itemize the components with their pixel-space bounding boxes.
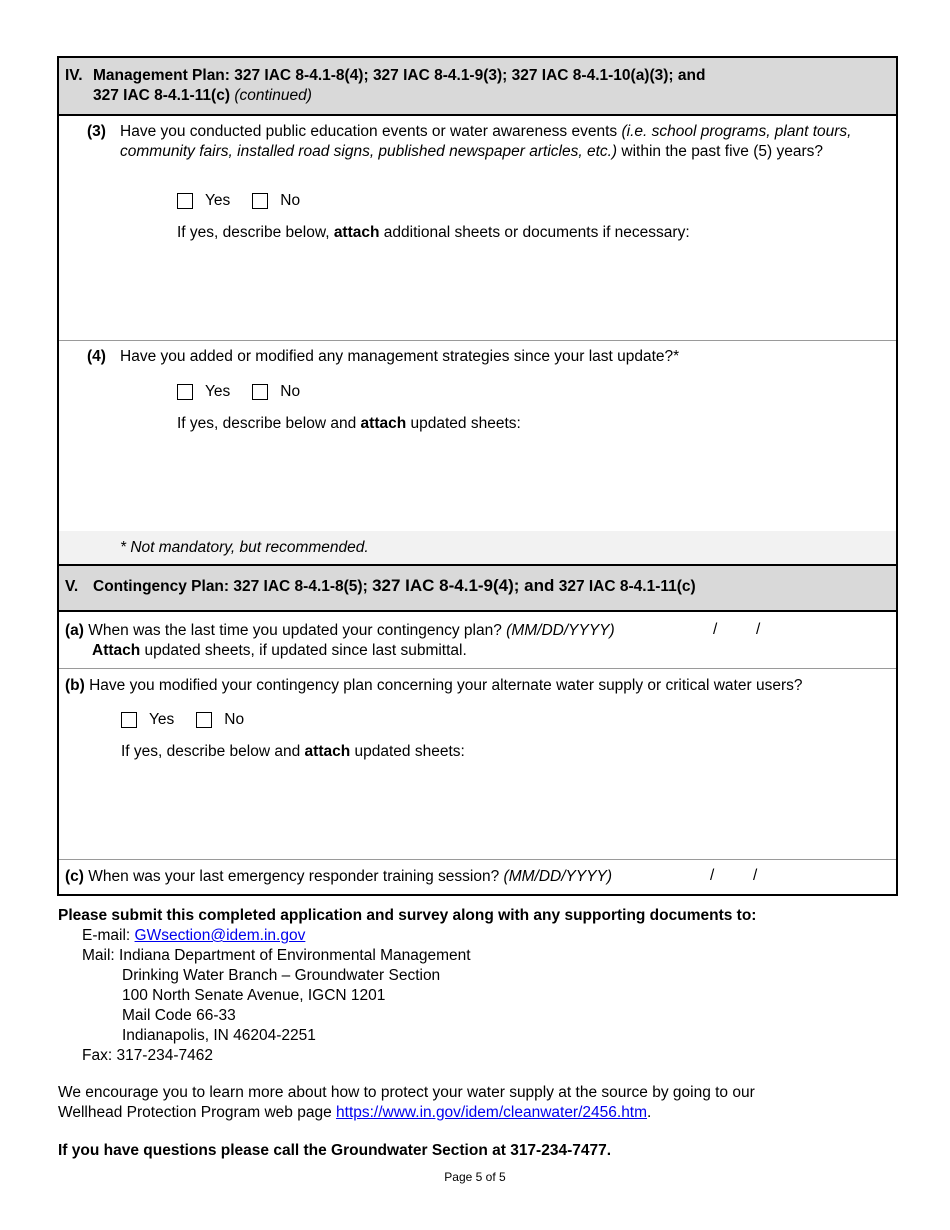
mail-line-1: Indiana Department of Environmental Management: [119, 947, 471, 964]
question-3: [59, 116, 896, 341]
email-link[interactable]: GWsection@idem.in.gov: [134, 927, 306, 944]
submit-heading: Please submit this completed application and survey along with any supporting documents to:: [58, 907, 757, 924]
qc-format: (MM/DD/YYYY): [503, 868, 613, 885]
form-table: [57, 56, 898, 896]
qa-date-slash-2[interactable]: /: [756, 621, 761, 638]
encourage-line-1: We encourage you to learn more about how to protect your water supply at the source by going to our: [58, 1084, 755, 1101]
qc-date-slash-1[interactable]: /: [710, 867, 715, 884]
mail-line-5: Indianapolis, IN 46204-2251: [122, 1027, 316, 1044]
page-number: Page 5 of 5: [444, 1170, 506, 1184]
section-v-header: [59, 564, 896, 612]
q3-text-italic: (i.e. school programs, plant tours, community fairs, installed road signs, published newspaper articles, etc.): [120, 123, 852, 160]
section-iv-header: [59, 58, 896, 116]
q4-yes-no: [177, 383, 322, 401]
q4-yes-label: Yes: [205, 383, 231, 400]
q3-yes-label: Yes: [205, 192, 231, 209]
q3-yes-no: [177, 192, 322, 210]
qb-no-checkbox[interactable]: [196, 712, 212, 728]
questions-line: If you have questions please call the Groundwater Section at 317-234-7477.: [58, 1142, 612, 1159]
mail-line-3: 100 North Senate Avenue, IGCN 1201: [122, 987, 386, 1004]
question-a: [59, 612, 896, 669]
section-iv-number: IV.: [65, 67, 83, 84]
section-v-title-big: 327 IAC 8-4.1-9(4); and: [372, 576, 555, 595]
qa-date-slash-1[interactable]: /: [713, 621, 718, 638]
question-c: [59, 860, 896, 894]
qb-no-label: No: [224, 711, 245, 728]
qa-attach: Attach updated sheets, if updated since last submittal.: [92, 642, 467, 659]
qb-yes-label: Yes: [149, 711, 175, 728]
mail-line-2: Drinking Water Branch – Groundwater Section: [122, 967, 441, 984]
q3-no-label: No: [280, 192, 301, 209]
q4-yes-checkbox[interactable]: [177, 384, 193, 400]
qb-text: Have you modified your contingency plan concerning your alternate water supply or critical water users?: [89, 677, 803, 694]
qa-text: When was the last time you updated your contingency plan?: [88, 622, 507, 639]
qc-date-slash-2[interactable]: /: [753, 867, 758, 884]
qb-yes-no: [121, 711, 266, 729]
encourage-block: We encourage you to learn more about how to protect your water supply at the source by going to our Wellhead Protection Program web page https://www.in.gov/idem/cleanwater/2456.htm.: [58, 1084, 755, 1121]
qc-number: (c): [65, 868, 84, 885]
q4-no-checkbox[interactable]: [252, 384, 268, 400]
q4-text: Have you added or modified any management strategies since your last update?*: [120, 348, 680, 365]
qb-describe: If yes, describe below and attach updated sheets:: [121, 743, 465, 760]
section-v-title-c: 327 IAC 8-4.1-11(c): [554, 578, 696, 595]
q3-yes-checkbox[interactable]: [177, 193, 193, 209]
mail-line-4: Mail Code 66-33: [122, 1007, 236, 1024]
fax-line: Fax: 317-234-7462: [82, 1047, 213, 1064]
section-v-number: V.: [65, 578, 79, 595]
qa-format: (MM/DD/YYYY): [506, 622, 615, 639]
q3-text-a: Have you conducted public education events or water awareness events: [120, 123, 622, 140]
submit-block: Please submit this completed application and survey along with any supporting documents to: E-mail: GWsection@idem.in.gov Mail: Indiana Department of Environmental Management Drinking Water Branch – Groundwater Section 100 North Senate Avenue, IGCN 1201 Mail Code 66-33 Indianapolis, IN 46204-2251 Fax: 317-234-7462: [58, 907, 757, 1064]
qb-number: (b): [65, 677, 85, 694]
not-mandatory-note: * Not mandatory, but recommended.: [59, 531, 896, 564]
qc-text: When was your last emergency responder training session?: [88, 868, 504, 885]
q3-number: (3): [87, 123, 106, 140]
q4-no-label: No: [280, 383, 301, 400]
q4-number: (4): [87, 348, 106, 365]
section-iv-title-line2: 327 IAC 8-4.1-11(c): [93, 87, 230, 104]
qa-number: (a): [65, 622, 84, 639]
section-v-title-a: Contingency Plan: 327 IAC 8-4.1-8(5);: [93, 578, 373, 595]
wellhead-url-link[interactable]: https://www.in.gov/idem/cleanwater/2456.htm: [336, 1104, 648, 1121]
section-iv-title-line1: Management Plan: 327 IAC 8-4.1-8(4); 327 IAC 8-4.1-9(3); 327 IAC 8-4.1-10(a)(3); and: [93, 67, 706, 84]
question-b: [59, 669, 896, 860]
section-iv-continued: (continued): [234, 87, 312, 104]
q3-describe: If yes, describe below, attach additional sheets or documents if necessary:: [177, 224, 690, 241]
q3-text-b: within the past five (5) years?: [617, 143, 823, 160]
qb-yes-checkbox[interactable]: [121, 712, 137, 728]
q4-describe: If yes, describe below and attach updated sheets:: [177, 415, 521, 432]
question-4: [59, 341, 896, 531]
q3-no-checkbox[interactable]: [252, 193, 268, 209]
encourage-line-2: Wellhead Protection Program web page: [58, 1104, 337, 1121]
